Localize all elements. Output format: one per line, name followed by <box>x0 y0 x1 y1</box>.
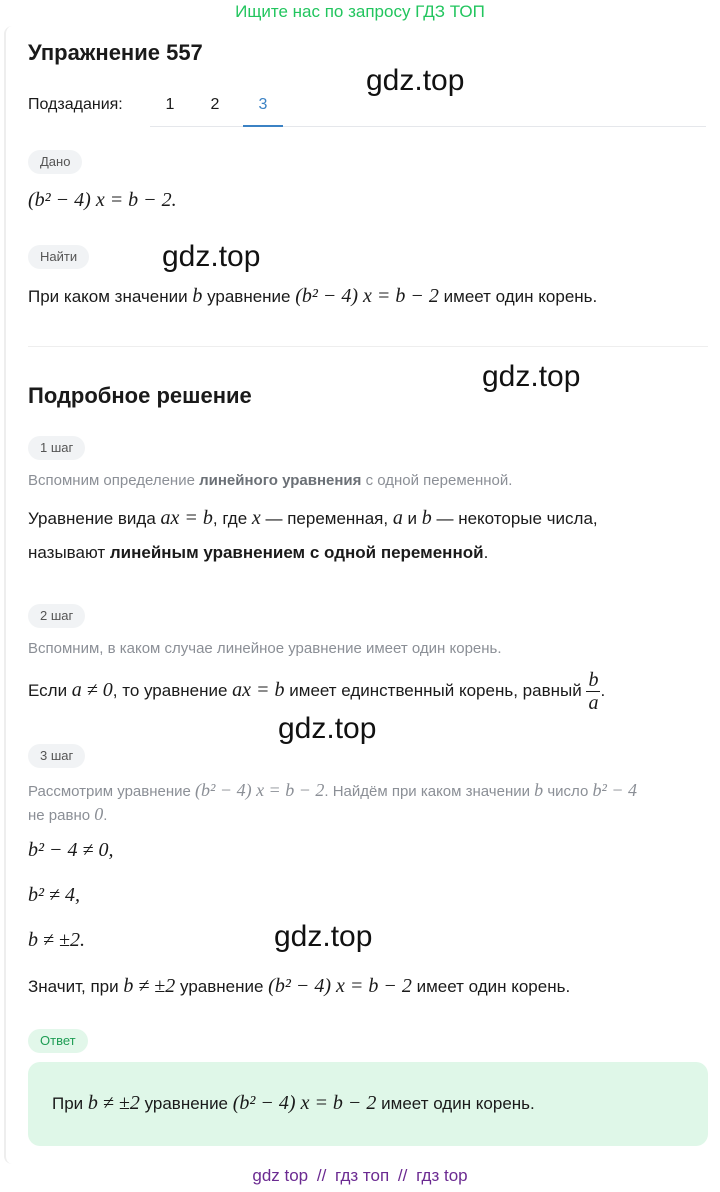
answer-cond: b ≠ ±2 <box>87 1092 140 1114</box>
step1-line1-pre: Уравнение вида <box>28 509 161 528</box>
step3-calc-line3: b ≠ ±2. <box>28 929 85 951</box>
answer-mid: уравнение <box>139 1094 233 1113</box>
step3-hint-eq: (b² − 4) x = b − 2 <box>195 780 325 800</box>
answer-box <box>28 1062 708 1146</box>
step3-concl-eq: (b² − 4) x = b − 2 <box>268 975 412 997</box>
step1-hint-bold: линейного уравнения <box>199 472 362 489</box>
step2-cond: a ≠ 0 <box>71 679 113 701</box>
answer-post: имеет один корень. <box>376 1094 535 1113</box>
find-var: b <box>192 285 203 307</box>
step1-line1-post: — некоторые числа, <box>431 509 598 528</box>
step1-line1-a: a <box>392 507 403 529</box>
footer-link-1[interactable]: gdz top <box>252 1166 309 1185</box>
step3-hint-mid: . Найдём при каком значении <box>324 783 535 800</box>
subtasks-label: Подзадания: <box>28 96 123 113</box>
step3-calc-line1: b² − 4 ≠ 0, <box>28 839 114 861</box>
step3-concl-pre: Значит, при <box>28 977 124 996</box>
step1-line1-mid: , где <box>212 509 252 528</box>
find-chip: Найти <box>28 245 89 269</box>
step3-hint-zero: 0 <box>94 804 104 824</box>
step1-line2-pre: называют <box>28 543 110 562</box>
watermark: gdz.top <box>366 64 465 97</box>
tab-subtask-3[interactable]: 3 <box>243 86 283 127</box>
solution-heading: Подробное решение <box>28 383 252 408</box>
step2-chip: 2 шаг <box>28 604 85 628</box>
answer-text <box>52 1092 535 1115</box>
step1-hint-post: с одной переменной. <box>361 472 513 489</box>
step3-conclusion <box>28 974 570 999</box>
footer-link-3[interactable]: гдз top <box>416 1166 468 1185</box>
given-equation: (b² − 4) x = b − 2. <box>28 189 177 211</box>
given-chip: Дано <box>28 150 82 174</box>
tab-subtask-2[interactable]: 2 <box>210 96 220 113</box>
find-text-pre: При каком значении <box>28 287 193 306</box>
step2-line <box>28 666 605 715</box>
answer-eq: (b² − 4) x = b − 2 <box>232 1092 377 1114</box>
step1-line2 <box>28 541 488 565</box>
tab-subtask-1[interactable]: 1 <box>165 96 175 113</box>
answer-pre: При <box>52 1094 88 1113</box>
step3-concl-mid: уравнение <box>175 977 269 996</box>
watermark: gdz.top <box>278 712 377 745</box>
step1-line1-b: b <box>421 507 432 529</box>
watermark: gdz.top <box>274 920 373 953</box>
footer-separator: // <box>316 1166 327 1185</box>
footer-links <box>0 1166 720 1186</box>
step2-end: . <box>600 681 606 700</box>
section-divider <box>28 346 708 347</box>
step1-line2-post: . <box>483 543 489 562</box>
step2-fraction <box>586 669 600 714</box>
step1-line1-eq: ax = b <box>160 507 213 529</box>
step2-frac-num: b <box>588 669 599 692</box>
step2-eq: ax = b <box>232 679 285 701</box>
step3-hint-expr: b² − 4 <box>592 780 638 800</box>
step3-chip: 3 шаг <box>28 744 85 768</box>
find-text <box>28 284 597 309</box>
step3-hint-mid2: число <box>543 783 593 800</box>
step3-hint-line2-post: . <box>103 807 108 824</box>
step1-hint-pre: Вспомним определение <box>28 472 200 489</box>
step2-frac-den: a <box>588 692 599 715</box>
find-text-post: имеет один корень. <box>438 287 598 306</box>
find-text-mid: уравнение <box>202 287 296 306</box>
step2-line-mid: , то уравнение <box>112 681 233 700</box>
step3-calc-line2: b² ≠ 4, <box>28 884 80 906</box>
step1-line1-and: и <box>402 509 422 528</box>
step3-hint-line2 <box>28 802 107 828</box>
step1-line1 <box>28 506 598 531</box>
footer-separator: // <box>397 1166 408 1185</box>
step2-hint: Вспомним, в каком случае линейное уравнение имеет один корень. <box>28 640 502 657</box>
answer-chip: Ответ <box>28 1029 88 1053</box>
page-title: Упражнение 557 <box>28 40 203 65</box>
step2-line-post: имеет единственный корень, равный <box>284 681 587 700</box>
step2-line-pre: Если <box>28 681 72 700</box>
watermark: gdz.top <box>482 360 581 393</box>
footer-link-2[interactable]: гдз топ <box>335 1166 390 1185</box>
step1-chip: 1 шаг <box>28 436 85 460</box>
find-equation: (b² − 4) x = b − 2 <box>295 285 439 307</box>
watermark: gdz.top <box>162 240 261 273</box>
step3-concl-post: имеет один корень. <box>411 977 571 996</box>
step3-hint-line2-pre: не равно <box>28 807 95 824</box>
step1-hint <box>28 469 512 493</box>
step3-hint-pre: Рассмотрим уравнение <box>28 783 196 800</box>
step3-concl-cond: b ≠ ±2 <box>123 975 176 997</box>
top-banner: Ищите нас по запросу ГДЗ ТОП <box>235 2 485 21</box>
step3-hint-b: b <box>534 780 544 800</box>
step1-line1-x: x <box>251 507 261 529</box>
step1-line1-mid2: — переменная, <box>260 509 393 528</box>
step3-hint-line1 <box>28 778 637 804</box>
step1-line2-bold: линейным уравнением с одной переменной <box>109 543 484 562</box>
